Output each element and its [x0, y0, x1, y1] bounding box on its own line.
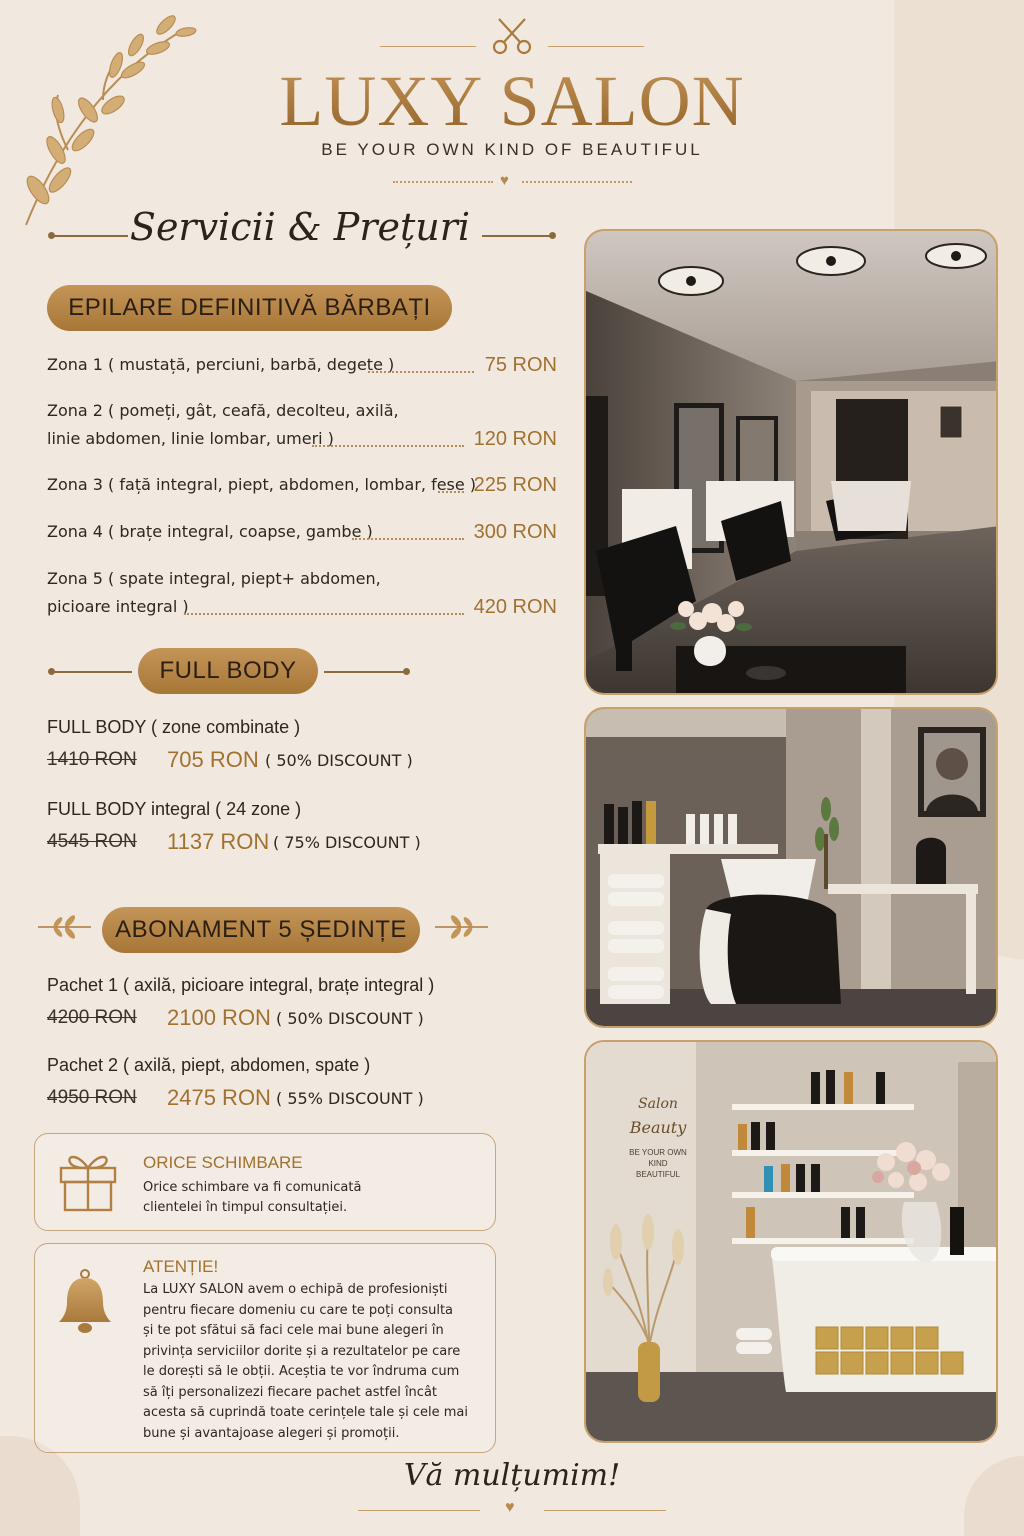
old-price: 4200 RON: [47, 1007, 137, 1028]
full-body-heading: FULL BODY: [138, 648, 318, 694]
bell-icon: [55, 1268, 115, 1336]
discount-label: ( 55% DISCOUNT ): [276, 1089, 424, 1108]
zone-label: Zona 2 ( pomeți, gât, ceafă, decolteu, axilă,: [47, 401, 399, 420]
heading-rule: [482, 235, 550, 237]
wash-station-illustration: [586, 709, 998, 1028]
thank-you-text: Vă mulțumim!: [403, 1458, 621, 1493]
header-divider: [548, 46, 644, 47]
discount-label: ( 50% DISCOUNT ): [265, 751, 413, 770]
info-text: bune și avantajoase alegeri și promoții.: [143, 1425, 400, 1441]
package-name: Pachet 2 ( axilă, piept, abdomen, spate ): [47, 1055, 371, 1075]
info-box-change: [34, 1133, 496, 1231]
info-title: ORICE SCHIMBARE: [143, 1153, 303, 1172]
gift-icon: [57, 1148, 119, 1214]
zone-label: linie abdomen, linie lombar, umeri ): [47, 429, 334, 448]
salon-photo-wash-station: [584, 707, 998, 1028]
header-divider: [380, 46, 476, 47]
new-price: 705 RON: [167, 747, 259, 772]
zone-label: Zona 1 ( mustață, perciuni, barbă, degete ): [47, 355, 395, 374]
footer-divider: [358, 1510, 480, 1511]
rule-dot: [403, 668, 410, 675]
scissors-icon: [487, 16, 537, 56]
salon-photo-interior: [584, 229, 998, 695]
dot-leader: [184, 613, 464, 615]
salon-interior-illustration: [586, 231, 998, 695]
wall-text-salon: Salon: [638, 1096, 678, 1112]
abonament-heading: ABONAMENT 5 ȘEDINȚE: [102, 907, 420, 953]
wall-tagline: BE YOUR OWN: [629, 1148, 687, 1157]
wall-text-beauty: Beauty: [629, 1118, 687, 1137]
old-price: 1410 RON: [47, 749, 137, 770]
new-price: 2100 RON: [167, 1005, 271, 1030]
old-price: 4950 RON: [47, 1087, 137, 1108]
info-text: clientelei în timpul consultației.: [143, 1200, 348, 1215]
zone-price: 225 RON: [473, 474, 557, 496]
zone-price: 300 RON: [473, 521, 557, 543]
dotted-divider: [393, 181, 493, 183]
section-title: Servicii & Prețuri: [129, 205, 471, 249]
heading-rule: [54, 671, 132, 673]
info-text: le dorești să le obții. Aceștia te vor îndruma cum: [143, 1364, 460, 1379]
dot-leader: [368, 371, 474, 373]
info-text: acesta să cuprindă toate cerințele tale și cele mai: [143, 1405, 469, 1420]
salon-photo-reception: [584, 1040, 998, 1443]
leaf-ornament-icon: [36, 912, 96, 942]
discount-label: ( 75% DISCOUNT ): [273, 833, 421, 852]
zone-label: Zona 5 ( spate integral, piept+ abdomen,: [47, 569, 381, 588]
new-price: 1137 RON: [167, 829, 270, 854]
heart-icon: ♥: [500, 172, 509, 189]
old-price: 4545 RON: [47, 831, 137, 852]
epilare-heading: EPILARE DEFINITIVĂ BĂRBAȚI: [47, 285, 452, 331]
zone-price: 120 RON: [473, 428, 557, 450]
zone-price: 75 RON: [484, 354, 557, 376]
discount-label: ( 50% DISCOUNT ): [276, 1009, 424, 1028]
package-name: Pachet 1 ( axilă, picioare integral, brațe integral ): [47, 975, 435, 995]
dotted-divider: [522, 181, 632, 183]
leaf-ornament-icon: [430, 912, 490, 942]
info-text: și te pot sfătui să faci cele mai bune alegeri în: [143, 1323, 444, 1338]
footer-divider: [544, 1510, 666, 1511]
info-text: să îți personalizezi fiecare pachet astfel încât: [143, 1384, 438, 1400]
offer-name: FULL BODY ( zone combinate ): [47, 717, 301, 737]
zone-label: picioare integral ): [47, 597, 189, 616]
dot-leader: [312, 445, 464, 447]
zone-label: Zona 3 ( față integral, piept, abdomen, lombar, fese ): [47, 475, 477, 494]
salon-tagline: BE YOUR OWN KIND OF BEAUTIFUL: [321, 140, 703, 159]
heart-icon: ♥: [505, 1499, 515, 1516]
dot-leader: [352, 538, 464, 540]
info-text: La LUXY SALON avem o echipă de profesioniști: [143, 1282, 448, 1297]
salon-title: LUXY SALON: [0, 60, 1024, 143]
new-price: 2475 RON: [167, 1085, 271, 1110]
info-text: Orice schimbare va fi comunicată: [143, 1180, 362, 1195]
info-text: privința serviciilor dorite și a rezultatelor pe care: [143, 1343, 461, 1359]
zone-price: 420 RON: [473, 596, 557, 618]
offer-name: FULL BODY integral ( 24 zone ): [47, 799, 302, 819]
info-title: ATENȚIE!: [143, 1257, 219, 1276]
rule-dot: [549, 232, 556, 239]
wall-tagline: BEAUTIFUL: [635, 1170, 680, 1179]
wall-tagline: KIND: [648, 1159, 668, 1168]
info-box-attention: [34, 1243, 496, 1453]
zone-label: Zona 4 ( brațe integral, coapse, gambe ): [47, 522, 373, 541]
heading-rule: [324, 671, 404, 673]
info-text: pentru fiecare domeniu cu care te poți consulta: [143, 1302, 454, 1318]
